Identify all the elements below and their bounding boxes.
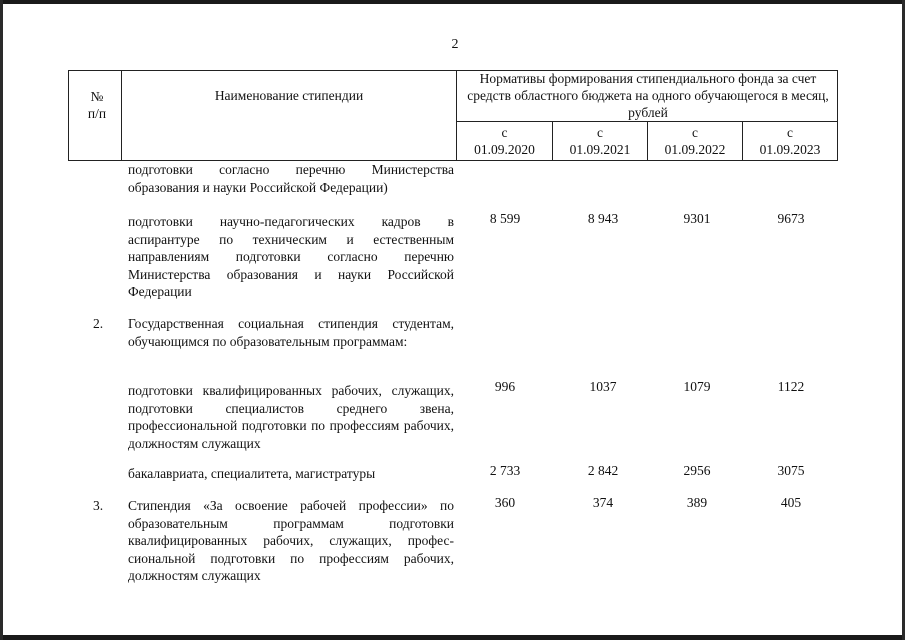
header-vline (68, 70, 69, 161)
scan-border-top (0, 0, 905, 4)
row-number: 3. (92, 498, 104, 513)
row-name: подготовки согласно перечню Министерства образования и науки Российской Федерации) (128, 162, 454, 195)
value-2023: 1122 (777, 379, 805, 394)
row-name: Стипендия «За освоение рабочей профессии» по образовательным программам подготовки квалифицированных рабочих, служащих, профес-сиональной подготовки по профессиям рабочих, должностям служащих (128, 498, 454, 583)
header-date-2023: с 01.09.2023 (759, 125, 821, 157)
scan-border-left (0, 0, 3, 640)
value-2021: 8 943 (587, 211, 619, 226)
value-2022: 9301 (683, 211, 711, 226)
header-date-2022: с 01.09.2022 (664, 125, 726, 157)
header-vline (837, 70, 838, 161)
value-2021: 1037 (589, 379, 617, 394)
value-2022: 389 (686, 495, 708, 510)
scan-border-bottom (0, 635, 905, 640)
header-date-2021: с 01.09.2021 (569, 125, 631, 157)
value-2020: 2 733 (489, 463, 521, 478)
row-name: подготовки научно-педагогических кадров в аспирантуре по техническим и естественным направлениям подготовки согласно перечню Министерства образования и науки Российской Федерации (128, 214, 454, 299)
value-2022: 1079 (683, 379, 711, 394)
value-2021: 374 (592, 495, 614, 510)
row-name: Государственная социальная стипендия студентам, обучающимся по образовательным программам: (128, 316, 454, 349)
header-col-number: № п/п (87, 89, 107, 121)
header-col-norms: Нормативы формирования стипендиального фонда за счет средств областного бюджета на одного обучающегося в месяц, рублей (467, 71, 829, 120)
value-2023: 3075 (777, 463, 805, 478)
header-vline (121, 70, 122, 161)
row-number: 2. (92, 316, 104, 331)
value-2023: 405 (780, 495, 802, 510)
header-col-name: Наименование стипендии (214, 88, 364, 103)
value-2021: 2 842 (587, 463, 619, 478)
value-2023: 9673 (777, 211, 805, 226)
page-number: 2 (451, 37, 459, 52)
header-date-2020: с 01.09.2020 (474, 125, 535, 157)
value-2020: 360 (494, 495, 516, 510)
header-vline (456, 70, 457, 161)
row-name: подготовки квалифицированных рабочих, служащих, подготовки специалистов среднего звена, профессиональной подготовки по профессиям рабочих, должностям служащих (128, 383, 454, 451)
value-2022: 2956 (683, 463, 711, 478)
value-2020: 8 599 (489, 211, 521, 226)
row-name: бакалавриата, специалитета, магистратуры (128, 466, 376, 481)
value-2020: 996 (494, 379, 516, 394)
